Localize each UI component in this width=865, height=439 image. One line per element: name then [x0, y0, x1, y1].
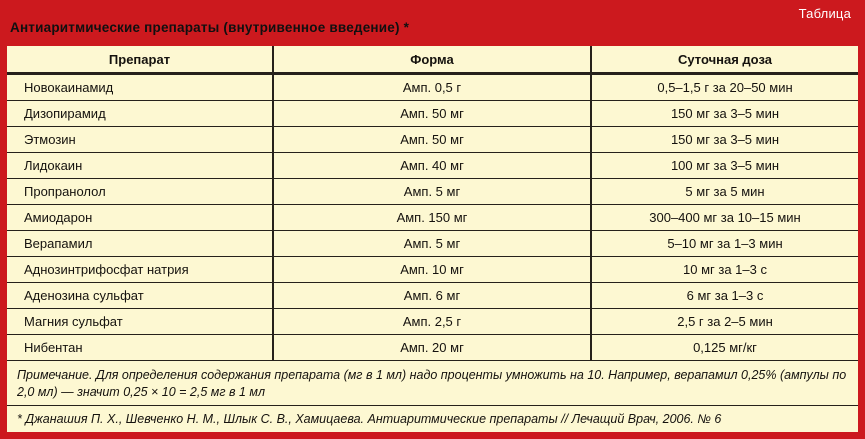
form-cell: Амп. 40 мг — [273, 153, 591, 179]
drug-cell: Дизопирамид — [7, 101, 273, 127]
form-cell: Амп. 20 мг — [273, 335, 591, 361]
drug-cell: Магния сульфат — [7, 309, 273, 335]
form-cell: Амп. 2,5 г — [273, 309, 591, 335]
drug-cell: Аденозина сульфат — [7, 283, 273, 309]
table-row — [7, 205, 858, 231]
table-row — [7, 127, 858, 153]
table-sheet — [7, 46, 858, 432]
drug-cell: Этмозин — [7, 127, 273, 153]
dose-cell: 0,125 мг/кг — [591, 335, 858, 361]
figure-title: Антиаритмические препараты (внутривенное введение) * — [10, 20, 410, 35]
column-header-form: Форма — [273, 46, 591, 74]
column-header-drug: Препарат — [7, 46, 273, 74]
header-row — [7, 46, 858, 74]
dose-cell: 150 мг за 3–5 мин — [591, 101, 858, 127]
table-row — [7, 309, 858, 335]
table-corner-label: Таблица — [798, 6, 851, 21]
drug-cell: Пропранолол — [7, 179, 273, 205]
form-cell: Амп. 0,5 г — [273, 74, 591, 101]
form-cell: Амп. 5 мг — [273, 179, 591, 205]
table-row — [7, 179, 858, 205]
dose-cell: 5–10 мг за 1–3 мин — [591, 231, 858, 257]
table-row — [7, 101, 858, 127]
dose-cell: 0,5–1,5 г за 20–50 мин — [591, 74, 858, 101]
form-cell: Амп. 50 мг — [273, 101, 591, 127]
drug-cell: Нибентан — [7, 335, 273, 361]
drug-cell: Аднозинтрифосфат натрия — [7, 257, 273, 283]
table-row — [7, 335, 858, 361]
table-row — [7, 283, 858, 309]
form-cell: Амп. 150 мг — [273, 205, 591, 231]
drug-cell: Лидокаин — [7, 153, 273, 179]
table-row — [7, 153, 858, 179]
note-text: Примечание. Для определения содержания препарата (мг в 1 мл) надо проценты умножить на 10. Например, верапамил 0,25% (ампулы по 2,0 мл) — значит 0,25 × 10 = 2,5 мг в 1 мл — [17, 368, 847, 399]
column-header-dose: Суточная доза — [591, 46, 858, 74]
dose-cell: 150 мг за 3–5 мин — [591, 127, 858, 153]
form-cell: Амп. 5 мг — [273, 231, 591, 257]
drug-cell: Новокаинамид — [7, 74, 273, 101]
dose-cell: 100 мг за 3–5 мин — [591, 153, 858, 179]
dose-cell: 300–400 мг за 10–15 мин — [591, 205, 858, 231]
citation-text: * Джанашия П. Х., Шевченко Н. М., Шлык С. В., Хамицаева. Антиаритмические препараты // Лечащий Врач, 2006. № 6 — [7, 405, 858, 427]
table-header — [7, 46, 858, 74]
dose-cell: 2,5 г за 2–5 мин — [591, 309, 858, 335]
table-row — [7, 231, 858, 257]
dose-cell: 5 мг за 5 мин — [591, 179, 858, 205]
table-row — [7, 74, 858, 101]
form-cell: Амп. 6 мг — [273, 283, 591, 309]
form-cell: Амп. 10 мг — [273, 257, 591, 283]
table-body — [7, 74, 858, 361]
dose-cell: 10 мг за 1–3 с — [591, 257, 858, 283]
notes-section — [7, 361, 858, 432]
drugs-table — [7, 46, 858, 361]
drug-cell: Верапамил — [7, 231, 273, 257]
table-row — [7, 257, 858, 283]
drug-cell: Амиодарон — [7, 205, 273, 231]
dose-cell: 6 мг за 1–3 с — [591, 283, 858, 309]
form-cell: Амп. 50 мг — [273, 127, 591, 153]
